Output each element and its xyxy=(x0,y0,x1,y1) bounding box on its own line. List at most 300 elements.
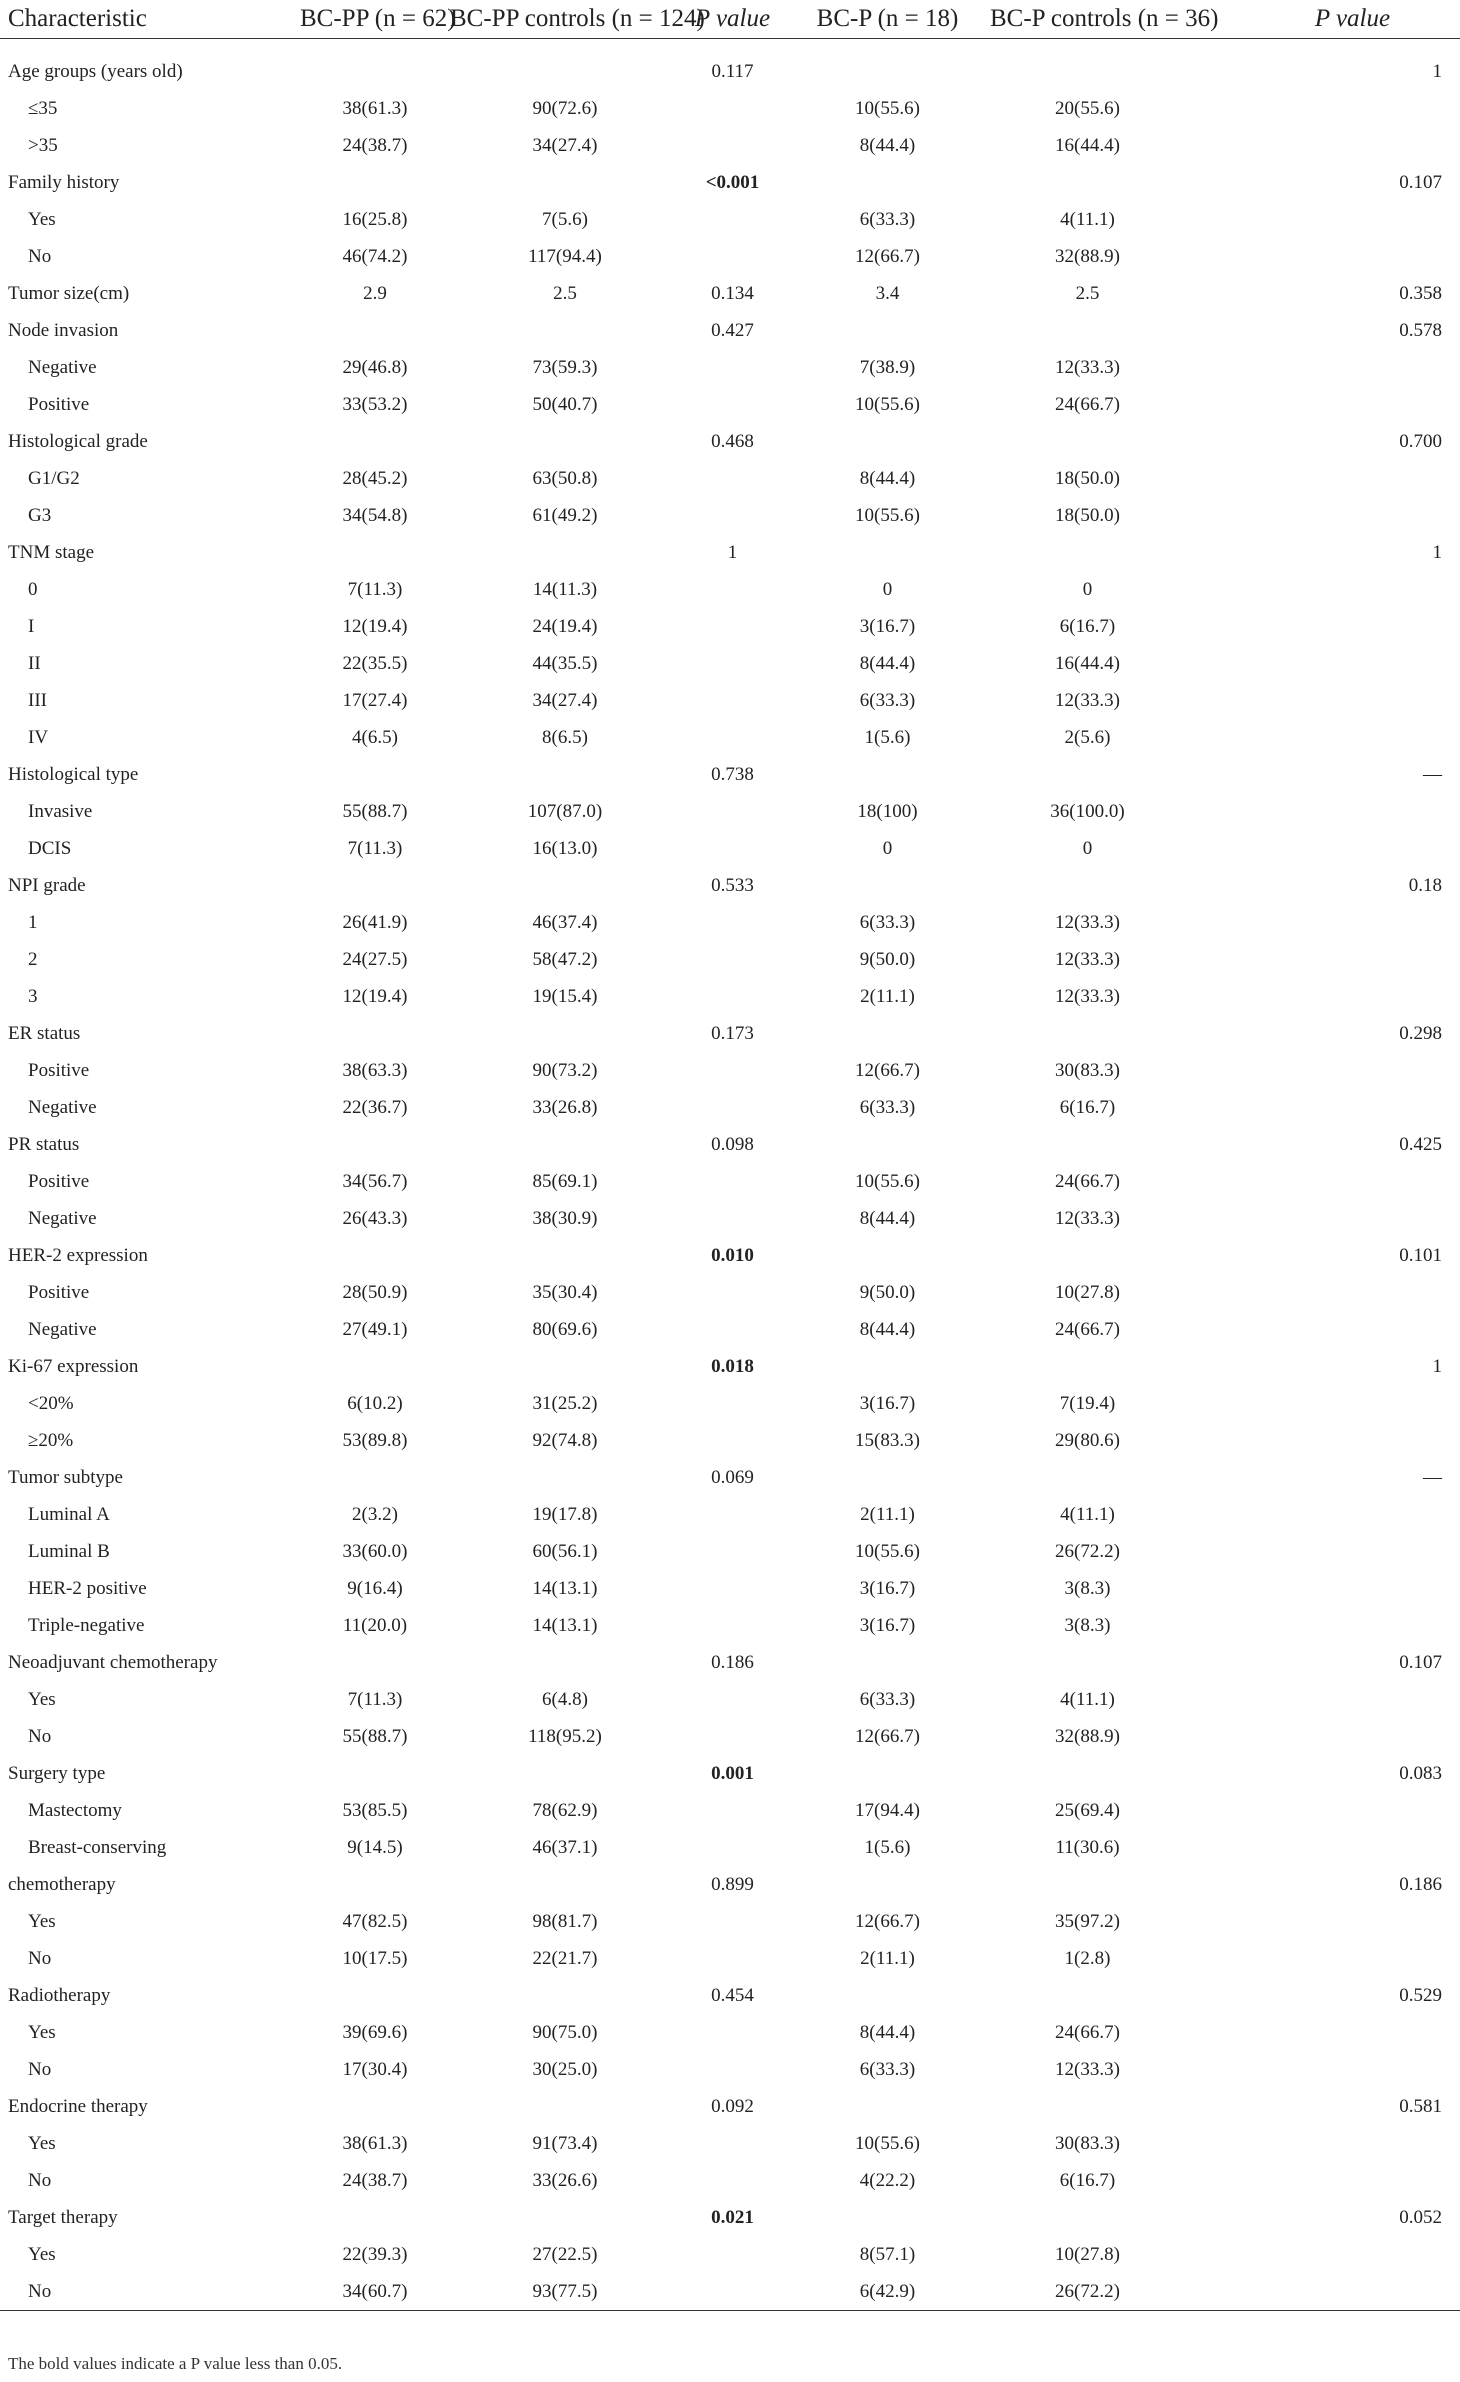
table-row xyxy=(0,1792,1460,1829)
row-label: 3 xyxy=(28,985,38,1007)
row-label: Negative xyxy=(28,1096,97,1118)
row-label: ≤35 xyxy=(28,97,58,119)
bc-p-cell: 15(83.3) xyxy=(855,1429,920,1451)
p-value-1-cell: 0.468 xyxy=(711,430,754,452)
bc-p-controls-cell: 12(33.3) xyxy=(1055,985,1120,1007)
header-bc-pp-controls: BC-PP controls (n = 124) xyxy=(450,0,680,39)
p-value-1-cell: 0.899 xyxy=(711,1873,754,1895)
bc-pp-cell: 27(49.1) xyxy=(342,1318,408,1340)
bc-pp-controls-cell: 14(11.3) xyxy=(532,578,598,600)
p-value-1-cell xyxy=(680,793,785,830)
table-row xyxy=(0,497,1460,534)
bc-p-controls-cell xyxy=(990,53,1185,90)
p-value-2-cell xyxy=(1185,904,1460,941)
row-label: Tumor size(cm) xyxy=(8,282,130,304)
p-value-2-cell xyxy=(1185,1422,1460,1459)
bc-p-controls-cell xyxy=(990,867,1185,904)
table-row xyxy=(0,1200,1460,1237)
bc-p-controls-cell: 24(66.7) xyxy=(1055,1318,1120,1340)
p-value-2-cell xyxy=(1185,645,1460,682)
bc-pp-controls-cell xyxy=(450,1977,680,2014)
table-row xyxy=(0,1607,1460,1644)
row-label: ER status xyxy=(8,1022,81,1044)
bc-p-cell: 9(50.0) xyxy=(859,948,916,970)
header-spacer xyxy=(0,39,1460,54)
row-label: Ki-67 expression xyxy=(8,1355,139,1377)
p-value-1-cell xyxy=(680,1311,785,1348)
p-value-1-cell xyxy=(680,1163,785,1200)
bc-pp-controls-cell: 35(30.4) xyxy=(532,1281,598,1303)
row-label: PR status xyxy=(8,1133,80,1155)
bc-pp-cell: 38(63.3) xyxy=(342,1059,408,1081)
row-label: ≥20% xyxy=(28,1429,74,1451)
bc-p-cell: 8(44.4) xyxy=(859,1207,916,1229)
row-label: G1/G2 xyxy=(28,467,80,489)
table-row xyxy=(0,1903,1460,1940)
bc-p-controls-cell: 7(19.4) xyxy=(1059,1392,1116,1414)
p-value-2-cell xyxy=(1185,1311,1460,1348)
p-value-1-cell xyxy=(680,238,785,275)
category-row xyxy=(0,53,1460,90)
bc-pp-controls-cell: 14(13.1) xyxy=(532,1577,598,1599)
bc-pp-controls-cell: 19(17.8) xyxy=(532,1503,598,1525)
bc-pp-controls-cell xyxy=(450,164,680,201)
p-value-1-cell: 0.069 xyxy=(711,1466,754,1488)
table-row xyxy=(0,2014,1460,2051)
bc-pp-controls-cell: 14(13.1) xyxy=(532,1614,598,1636)
row-label: No xyxy=(28,1725,52,1747)
bc-pp-cell xyxy=(300,423,450,460)
p-value-2-cell: 0.083 xyxy=(1399,1762,1442,1784)
table-row xyxy=(0,941,1460,978)
bc-pp-cell: 39(69.6) xyxy=(342,2021,408,2043)
bc-p-controls-cell: 26(72.2) xyxy=(990,2273,1185,2311)
p-value-2-cell xyxy=(1185,1792,1460,1829)
category-row xyxy=(0,1866,1460,1903)
bc-p-cell xyxy=(785,1459,990,1496)
bc-p-cell: 3(16.7) xyxy=(859,1392,916,1414)
bc-pp-cell xyxy=(300,1866,450,1903)
bc-pp-controls-cell xyxy=(450,1348,680,1385)
row-label: HER-2 expression xyxy=(8,1244,148,1266)
bc-p-cell xyxy=(785,867,990,904)
p-value-2-cell xyxy=(1185,1200,1460,1237)
bc-p-cell xyxy=(785,2199,990,2236)
row-label: Neoadjuvant chemotherapy xyxy=(8,1651,218,1673)
bc-pp-controls-cell xyxy=(450,534,680,571)
p-value-1-cell: 0.092 xyxy=(711,2095,754,2117)
row-label: Node invasion xyxy=(8,319,119,341)
bc-p-controls-cell xyxy=(990,2199,1185,2236)
bc-p-controls-cell xyxy=(990,1015,1185,1052)
bc-p-controls-cell: 16(44.4) xyxy=(1055,134,1120,156)
bc-pp-controls-cell: 33(26.6) xyxy=(532,2169,598,2191)
bc-pp-cell: 22(39.3) xyxy=(342,2243,408,2265)
bc-pp-cell: 55(88.7) xyxy=(342,1725,408,1747)
bc-pp-cell: 12(19.4) xyxy=(342,985,408,1007)
category-row xyxy=(0,423,1460,460)
category-row xyxy=(0,1755,1460,1792)
p-value-2-cell xyxy=(1185,2162,1460,2199)
bc-pp-controls-cell xyxy=(450,1015,680,1052)
bc-p-cell: 8(44.4) xyxy=(859,652,916,674)
row-label: No xyxy=(28,2169,52,2191)
category-row xyxy=(0,164,1460,201)
row-label: DCIS xyxy=(28,837,72,859)
bc-pp-controls-cell: 90(72.6) xyxy=(532,97,598,119)
bc-pp-cell xyxy=(300,164,450,201)
bc-pp-controls-cell xyxy=(450,423,680,460)
row-label: Negative xyxy=(28,1318,97,1340)
bc-p-cell: 6(33.3) xyxy=(859,1688,916,1710)
bc-pp-controls-cell: 44(35.5) xyxy=(532,652,598,674)
p-value-2-cell xyxy=(1185,978,1460,1015)
p-value-2-cell xyxy=(1185,2125,1460,2162)
category-row xyxy=(0,1237,1460,1274)
bc-pp-cell xyxy=(300,1755,450,1792)
p-value-1-cell xyxy=(680,1274,785,1311)
bc-p-cell: 10(55.6) xyxy=(855,97,920,119)
p-value-1-cell xyxy=(680,1422,785,1459)
p-value-2-cell xyxy=(1185,941,1460,978)
bc-p-controls-cell: 36(100.0) xyxy=(1050,800,1125,822)
p-value-2-cell xyxy=(1185,2051,1460,2088)
bc-p-cell: 7(38.9) xyxy=(859,356,916,378)
bc-p-cell: 10(55.6) xyxy=(855,1170,920,1192)
bc-pp-cell: 55(88.7) xyxy=(342,800,408,822)
p-value-2-cell: 0.298 xyxy=(1399,1022,1442,1044)
bc-pp-cell: 17(27.4) xyxy=(342,689,408,711)
p-value-1-cell xyxy=(680,830,785,867)
bc-pp-cell: 46(74.2) xyxy=(342,245,408,267)
p-value-2-cell: 1 xyxy=(1432,60,1442,82)
bc-p-controls-cell: 1(2.8) xyxy=(1064,1947,1111,1969)
table-row xyxy=(0,1496,1460,1533)
row-label: >35 xyxy=(28,134,58,156)
bc-pp-controls-cell: 30(25.0) xyxy=(532,2058,598,2080)
bc-pp-cell: 38(61.3) xyxy=(342,2132,408,2154)
bc-pp-cell xyxy=(300,1237,450,1274)
bc-pp-cell: 28(45.2) xyxy=(342,467,408,489)
table-row xyxy=(0,386,1460,423)
p-value-1-cell xyxy=(680,2014,785,2051)
bc-p-controls-cell xyxy=(990,1237,1185,1274)
p-value-2-cell xyxy=(1185,90,1460,127)
p-value-1-cell: 0.117 xyxy=(711,60,754,82)
category-row xyxy=(0,1015,1460,1052)
bc-p-controls-cell: 2(5.6) xyxy=(1064,726,1111,748)
bc-pp-controls-cell: 85(69.1) xyxy=(532,1170,598,1192)
table-row xyxy=(0,1681,1460,1718)
bc-p-controls-cell xyxy=(990,1755,1185,1792)
bc-pp-controls-cell: 6(4.8) xyxy=(542,1688,588,1710)
row-label: Invasive xyxy=(28,800,93,822)
bc-p-cell: 10(55.6) xyxy=(855,393,920,415)
p-value-1-cell xyxy=(680,1718,785,1755)
bc-pp-controls-cell xyxy=(450,312,680,349)
bc-p-cell: 1(5.6) xyxy=(864,1836,911,1858)
bc-pp-cell xyxy=(300,312,450,349)
bc-p-cell xyxy=(785,1126,990,1163)
p-value-2-cell xyxy=(1185,830,1460,867)
p-value-1-cell: 0.533 xyxy=(711,874,754,896)
p-value-2-cell xyxy=(1185,238,1460,275)
row-label: Age groups (years old) xyxy=(8,60,183,82)
p-value-1-cell xyxy=(680,1533,785,1570)
bc-p-controls-cell xyxy=(990,1866,1185,1903)
bc-p-controls-cell: 18(50.0) xyxy=(1055,504,1120,526)
bc-p-cell xyxy=(785,1015,990,1052)
bc-pp-cell: 9(14.5) xyxy=(347,1836,403,1858)
bc-p-cell: 12(66.7) xyxy=(855,1059,920,1081)
bc-p-cell: 4(22.2) xyxy=(859,2169,916,2191)
bc-p-controls-cell: 0 xyxy=(1082,578,1093,600)
bc-pp-cell: 22(35.5) xyxy=(342,652,408,674)
bc-pp-cell xyxy=(300,53,450,90)
bc-pp-controls-cell xyxy=(450,1126,680,1163)
bc-pp-controls-cell xyxy=(450,53,680,90)
bc-p-cell: 6(33.3) xyxy=(859,911,916,933)
bc-pp-controls-cell: 16(13.0) xyxy=(532,837,598,859)
bc-p-controls-cell: 6(16.7) xyxy=(1059,2169,1116,2191)
category-row xyxy=(0,1126,1460,1163)
table-row xyxy=(0,645,1460,682)
bc-pp-cell: 24(27.5) xyxy=(342,948,408,970)
bc-pp-cell: 4(6.5) xyxy=(352,726,398,748)
bc-pp-controls-cell: 80(69.6) xyxy=(532,1318,598,1340)
p-value-1-cell: 0.738 xyxy=(711,763,754,785)
p-value-1-cell: <0.001 xyxy=(705,171,760,193)
p-value-1-cell xyxy=(680,2273,785,2311)
p-value-2-cell: 0.101 xyxy=(1399,1244,1442,1266)
bc-pp-cell: 47(82.5) xyxy=(342,1910,408,1932)
category-row xyxy=(0,2088,1460,2125)
p-value-2-cell xyxy=(1185,1163,1460,1200)
bc-pp-controls-cell: 98(81.7) xyxy=(532,1910,598,1932)
p-value-1-cell xyxy=(680,1681,785,1718)
p-value-2-cell xyxy=(1185,460,1460,497)
bc-pp-controls-cell xyxy=(450,1866,680,1903)
p-value-2-cell: 0.581 xyxy=(1399,2095,1442,2117)
bc-p-controls-cell xyxy=(990,312,1185,349)
bc-pp-cell: 34(56.7) xyxy=(342,1170,408,1192)
p-value-2-cell xyxy=(1185,2236,1460,2273)
bc-pp-controls-cell: 78(62.9) xyxy=(532,1799,598,1821)
bc-pp-cell: 6(10.2) xyxy=(347,1392,403,1414)
p-value-2-cell: 0.107 xyxy=(1399,171,1442,193)
p-value-1-cell: 0.010 xyxy=(711,1244,754,1266)
bc-pp-controls-cell: 38(30.9) xyxy=(532,1207,598,1229)
table-row xyxy=(0,1385,1460,1422)
row-label: Breast-conserving xyxy=(28,1836,167,1858)
bc-p-cell xyxy=(785,2088,990,2125)
bc-p-cell xyxy=(785,1977,990,2014)
p-value-1-cell xyxy=(680,349,785,386)
table-row xyxy=(0,830,1460,867)
bc-pp-cell: 10(17.5) xyxy=(342,1947,408,1969)
p-value-1-cell xyxy=(680,2051,785,2088)
table-row xyxy=(0,1940,1460,1977)
row-label: Family history xyxy=(8,171,120,193)
bc-pp-controls-cell: 34(27.4) xyxy=(532,689,598,711)
bc-p-controls-cell: 12(33.3) xyxy=(1055,356,1120,378)
row-label: 0 xyxy=(28,578,38,600)
bc-pp-cell: 12(19.4) xyxy=(342,615,408,637)
row-label: Triple-negative xyxy=(28,1614,145,1636)
bc-p-controls-cell: 3(8.3) xyxy=(1064,1614,1111,1636)
bc-p-cell: 8(44.4) xyxy=(859,134,916,156)
bc-pp-cell: 2(3.2) xyxy=(352,1503,398,1525)
bc-p-cell xyxy=(785,1644,990,1681)
row-label: <20% xyxy=(28,1392,74,1414)
bc-pp-controls-cell xyxy=(450,756,680,793)
bc-pp-cell: 16(25.8) xyxy=(342,208,408,230)
bc-p-cell xyxy=(785,1866,990,1903)
bc-pp-controls-cell: 60(56.1) xyxy=(532,1540,598,1562)
table-row xyxy=(0,793,1460,830)
bc-pp-cell: 17(30.4) xyxy=(342,2058,408,2080)
row-label: Positive xyxy=(28,393,90,415)
p-value-2-cell: 1 xyxy=(1432,1355,1442,1377)
table-row xyxy=(0,90,1460,127)
bc-pp-controls-cell: 58(47.2) xyxy=(532,948,598,970)
bc-pp-controls-cell: 90(73.2) xyxy=(532,1059,598,1081)
p-value-2-cell: 0.186 xyxy=(1399,1873,1442,1895)
header-characteristic: Characteristic xyxy=(0,0,300,39)
bc-pp-controls-cell: 46(37.4) xyxy=(532,911,598,933)
p-value-1-cell xyxy=(680,608,785,645)
bc-pp-cell: 28(50.9) xyxy=(342,1281,408,1303)
row-label: Radiotherapy xyxy=(8,1984,111,2006)
row-label: Negative xyxy=(28,1207,97,1229)
row-label: Histological type xyxy=(8,763,139,785)
table-row xyxy=(0,719,1460,756)
bc-p-cell: 2(11.1) xyxy=(860,1947,915,1969)
p-value-1-cell xyxy=(680,645,785,682)
bc-pp-cell: 7(11.3) xyxy=(347,837,403,859)
bc-pp-controls-cell xyxy=(450,1755,680,1792)
bc-p-controls-cell: 24(66.7) xyxy=(1055,1170,1120,1192)
bc-p-controls-cell: 25(69.4) xyxy=(1055,1799,1120,1821)
table-row xyxy=(0,2273,1460,2311)
bc-pp-cell: 29(46.8) xyxy=(342,356,408,378)
p-value-1-cell: 0.454 xyxy=(711,1984,754,2006)
bc-pp-controls-cell: 7(5.6) xyxy=(542,208,588,230)
bc-p-cell: 17(94.4) xyxy=(855,1799,920,1821)
row-label: No xyxy=(28,2058,52,2080)
row-label: Yes xyxy=(28,208,56,230)
bc-p-controls-cell: 2.5 xyxy=(1075,282,1100,304)
bc-p-controls-cell: 20(55.6) xyxy=(1055,97,1120,119)
table-row xyxy=(0,608,1460,645)
category-row xyxy=(0,1348,1460,1385)
bc-p-controls-cell xyxy=(990,1977,1185,2014)
p-value-2-cell xyxy=(1185,349,1460,386)
row-label: II xyxy=(28,652,41,674)
p-value-2-cell xyxy=(1185,1607,1460,1644)
bc-p-controls-cell: 6(16.7) xyxy=(1059,615,1116,637)
p-value-2-cell xyxy=(1185,1681,1460,1718)
row-label: Histological grade xyxy=(8,430,148,452)
p-value-1-cell xyxy=(680,201,785,238)
p-value-2-cell: 0.578 xyxy=(1399,319,1442,341)
p-value-2-cell xyxy=(1185,201,1460,238)
row-label: Target therapy xyxy=(8,2206,118,2228)
row-label: Yes xyxy=(28,2132,56,2154)
table-body xyxy=(0,53,1460,2311)
bc-pp-cell: 34(54.8) xyxy=(342,504,408,526)
row-label: TNM stage xyxy=(8,541,95,563)
category-row xyxy=(0,534,1460,571)
bc-p-controls-cell: 10(27.8) xyxy=(1055,2243,1120,2265)
row-label: No xyxy=(0,2273,300,2311)
bc-p-cell: 8(44.4) xyxy=(859,2021,916,2043)
p-value-1-cell xyxy=(680,497,785,534)
p-value-1-cell xyxy=(680,1385,785,1422)
table-row xyxy=(0,201,1460,238)
p-value-1-cell xyxy=(680,1496,785,1533)
bc-p-controls-cell: 24(66.7) xyxy=(1055,393,1120,415)
table-row xyxy=(0,1718,1460,1755)
p-value-2-cell xyxy=(1185,2273,1460,2311)
bc-pp-controls-cell: 34(27.4) xyxy=(532,134,598,156)
row-label: Positive xyxy=(28,1170,90,1192)
header-row xyxy=(0,0,1460,39)
p-value-2-cell xyxy=(1185,608,1460,645)
table-row xyxy=(0,1829,1460,1866)
table-row xyxy=(0,1089,1460,1126)
row-label: Tumor subtype xyxy=(8,1466,123,1488)
table-row xyxy=(0,460,1460,497)
bc-p-controls-cell xyxy=(990,534,1185,571)
table-row xyxy=(0,682,1460,719)
bc-p-cell: 12(66.7) xyxy=(855,1725,920,1747)
table-row xyxy=(0,2236,1460,2273)
bc-pp-controls-cell xyxy=(450,867,680,904)
bc-pp-cell xyxy=(300,1348,450,1385)
bc-p-controls-cell: 32(88.9) xyxy=(1055,245,1120,267)
bc-p-controls-cell xyxy=(990,1644,1185,1681)
bc-p-controls-cell: 12(33.3) xyxy=(1055,948,1120,970)
bc-pp-controls-cell: 33(26.8) xyxy=(532,1096,598,1118)
bc-pp-controls-cell xyxy=(450,1644,680,1681)
bc-pp-controls-cell: 63(50.8) xyxy=(532,467,598,489)
p-value-1-cell: 0.018 xyxy=(711,1355,754,1377)
bc-p-controls-cell: 4(11.1) xyxy=(1060,1688,1115,1710)
p-value-1-cell xyxy=(680,2162,785,2199)
p-value-2-cell xyxy=(1185,682,1460,719)
bc-p-cell xyxy=(785,423,990,460)
bc-p-controls-cell: 29(80.6) xyxy=(1055,1429,1120,1451)
p-value-2-cell: 0.052 xyxy=(1399,2206,1442,2228)
bc-pp-controls-cell: 31(25.2) xyxy=(532,1392,598,1414)
row-label: Luminal A xyxy=(28,1503,110,1525)
p-value-2-cell xyxy=(1185,386,1460,423)
table-row xyxy=(0,1570,1460,1607)
bc-p-controls-cell: 0 xyxy=(1082,837,1093,859)
p-value-2-cell xyxy=(1185,1718,1460,1755)
bc-pp-cell: 34(60.7) xyxy=(300,2273,450,2311)
bc-p-controls-cell: 12(33.3) xyxy=(1055,1207,1120,1229)
bc-pp-cell xyxy=(300,1015,450,1052)
header-bc-p: BC-P (n = 18) xyxy=(785,0,990,39)
table-row xyxy=(0,1163,1460,1200)
bc-p-controls-cell: 26(72.2) xyxy=(1055,1540,1120,1562)
bc-p-controls-cell: 6(16.7) xyxy=(1059,1096,1116,1118)
category-row xyxy=(0,1459,1460,1496)
bc-p-controls-cell: 32(88.9) xyxy=(1055,1725,1120,1747)
bc-pp-cell: 33(60.0) xyxy=(342,1540,408,1562)
